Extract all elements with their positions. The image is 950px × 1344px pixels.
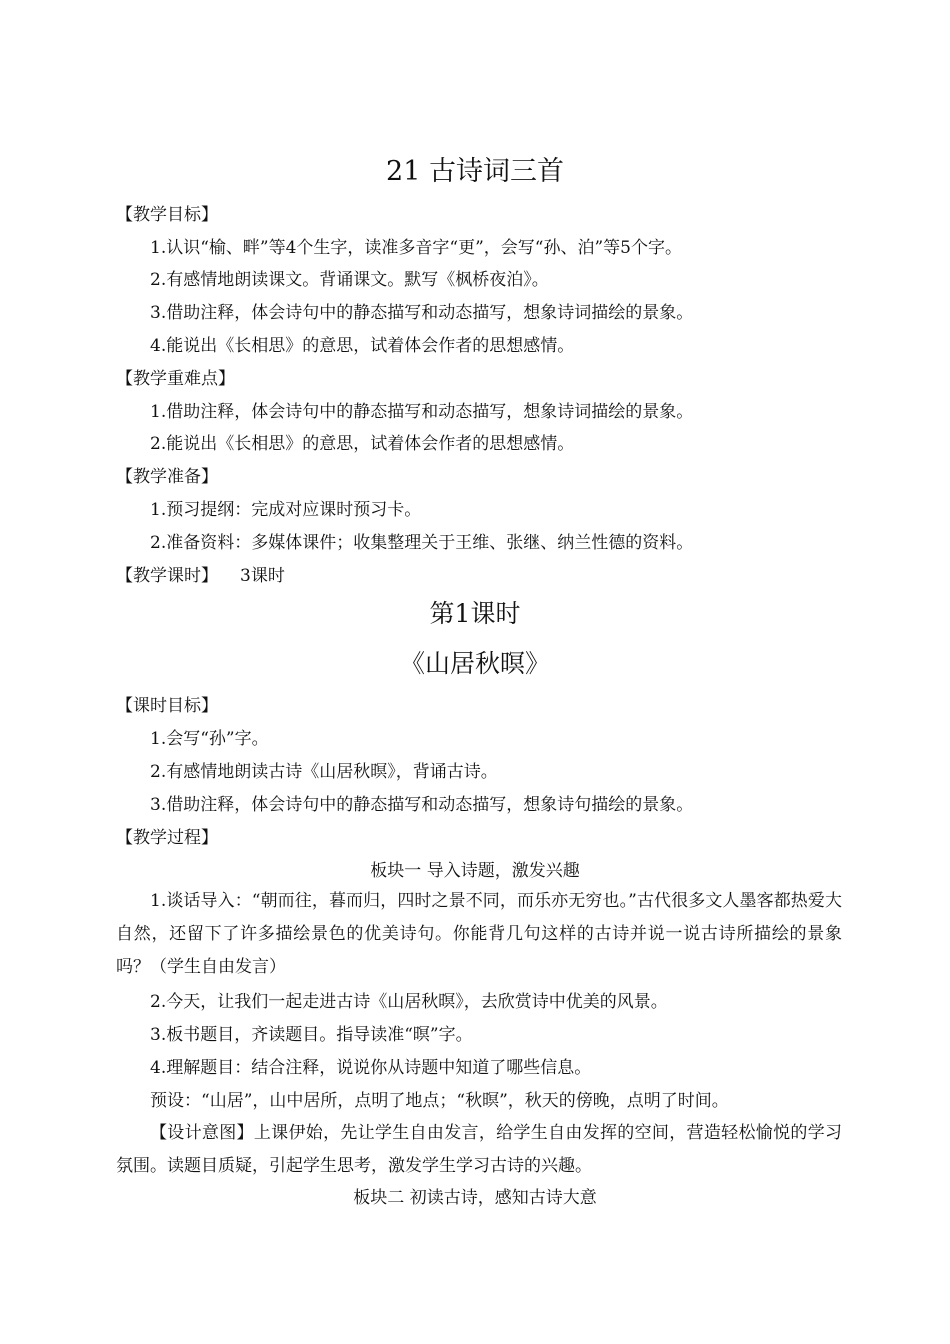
block1-item: 2.今天，让我们一起走进古诗《山居秋暝》，去欣赏诗中优美的风景。 bbox=[150, 992, 668, 1012]
key-point-item: 1.借助注释，体会诗句中的静态描写和动态描写，想象诗词描绘的景象。 bbox=[150, 402, 694, 422]
goal-item: 2.有感情地朗读课文。背诵课文。默写《枫桥夜泊》。 bbox=[150, 270, 549, 290]
lesson-goal-item: 3.借助注释，体会诗句中的静态描写和动态描写，想象诗句描绘的景象。 bbox=[150, 795, 694, 815]
hours-row bbox=[116, 564, 285, 588]
block1-item: 预设：“山居”，山中居所，点明了地点；“秋暝”，秋天的傍晚，点明了时间。 bbox=[150, 1091, 729, 1111]
hours-heading: 【教学课时】 bbox=[116, 566, 218, 586]
lesson-goals-heading: 【课时目标】 bbox=[116, 696, 218, 716]
block1-paragraph: 1.谈话导入：“朝而往，暮而归，四时之景不同，而乐亦无穷也。”古代很多文人墨客都热爱大自然，还留下了许多描绘景色的优美诗句。你能背几句这样的古诗并说一说古诗所描绘的景象吗？（学生自由发言） bbox=[116, 891, 842, 977]
prep-item: 1.预习提纲：完成对应课时预习卡。 bbox=[150, 500, 422, 520]
goal-item: 4.能说出《长相思》的意思，试着体会作者的思想感情。 bbox=[150, 336, 575, 356]
lesson-goal-item: 1.会写“孙”字。 bbox=[150, 729, 269, 749]
hours-value: 3课时 bbox=[240, 566, 285, 586]
document-title: 21 古诗词三首 bbox=[386, 156, 564, 187]
block2-title: 板块二 初读古诗，感知古诗大意 bbox=[353, 1188, 597, 1208]
key-points-heading: 【教学重难点】 bbox=[116, 369, 235, 389]
prep-heading: 【教学准备】 bbox=[116, 467, 218, 487]
goal-item: 3.借助注释，体会诗句中的静态描写和动态描写，想象诗词描绘的景象。 bbox=[150, 303, 694, 323]
prep-item: 2.准备资料：多媒体课件；收集整理关于王维、张继、纳兰性德的资料。 bbox=[150, 533, 694, 553]
block1-item: 4.理解题目：结合注释，说说你从诗题中知道了哪些信息。 bbox=[150, 1058, 592, 1078]
process-heading: 【教学过程】 bbox=[116, 828, 218, 848]
lesson-title: 第1课时 bbox=[429, 599, 521, 628]
poem-title: 《山居秋暝》 bbox=[399, 649, 550, 678]
lesson-goal-item: 2.有感情地朗读古诗《山居秋暝》，背诵古诗。 bbox=[150, 762, 498, 782]
block1-title: 板块一 导入诗题，激发兴趣 bbox=[370, 861, 580, 881]
goal-item: 1.认识“榆、畔”等4个生字，读准多音字“更”，会写“孙、泊”等5个字。 bbox=[150, 238, 682, 258]
block1-item: 3.板书题目，齐读题目。指导读准“暝”字。 bbox=[150, 1025, 473, 1045]
design-intent: 【设计意图】上课伊始，先让学生自由发言，给学生自由发挥的空间，营造轻松愉悦的学习氛围。读题目质疑，引起学生思考，激发学生学习古诗的兴趣。 bbox=[116, 1123, 842, 1176]
goals-heading: 【教学目标】 bbox=[116, 205, 218, 225]
key-point-item: 2.能说出《长相思》的意思，试着体会作者的思想感情。 bbox=[150, 434, 575, 454]
